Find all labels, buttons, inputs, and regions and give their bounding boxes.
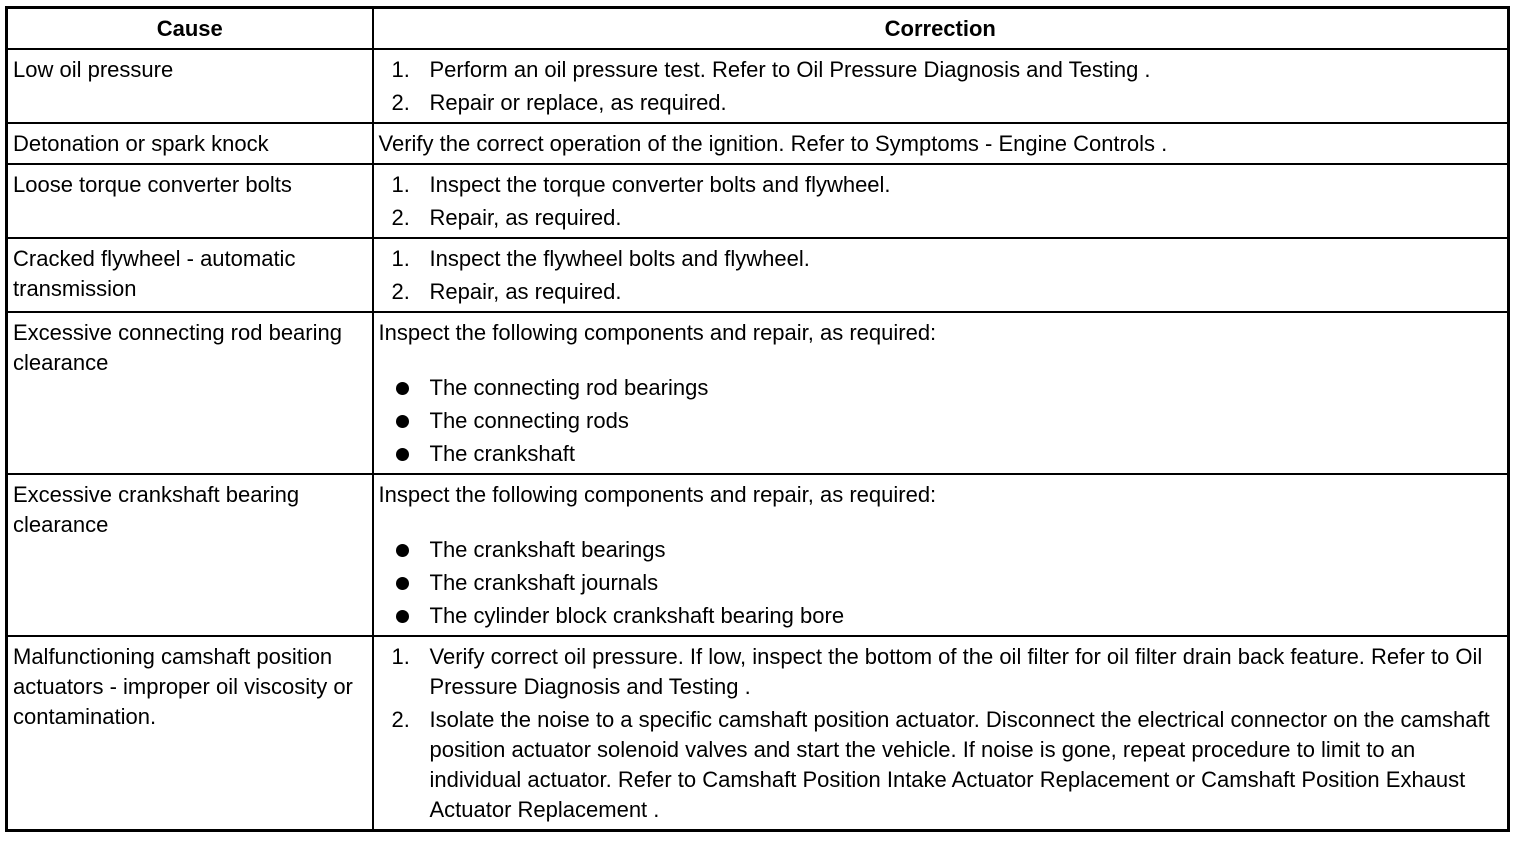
component-text: The crankshaft bearings xyxy=(429,537,666,562)
correction-cell xyxy=(373,238,1509,312)
table-row xyxy=(7,474,1509,636)
correction-steps xyxy=(379,170,1502,233)
bullet-icon xyxy=(396,415,409,428)
component-item xyxy=(379,439,1502,469)
cause-cell: Detonation or spark knock xyxy=(7,123,373,164)
correction-text: Verify the correct operation of the ignition. Refer to Symptoms - Engine Controls . xyxy=(378,131,1168,156)
correction-step xyxy=(379,642,1502,702)
table-row xyxy=(7,123,1509,164)
component-list xyxy=(379,373,1502,469)
step-number: 1. xyxy=(391,172,410,197)
component-item xyxy=(379,568,1502,598)
component-item xyxy=(379,406,1502,436)
cause-cell: Low oil pressure xyxy=(7,49,373,123)
step-number: 1. xyxy=(391,246,410,271)
component-list xyxy=(379,535,1502,631)
step-text: Repair or replace, as required. xyxy=(429,90,727,115)
component-text: The cylinder block crankshaft bearing bore xyxy=(429,603,845,628)
correction-cell xyxy=(373,123,1509,164)
correction-cell xyxy=(373,312,1509,474)
table-row xyxy=(7,636,1509,831)
cause-cell: Malfunctioning camshaft position actuators - improper oil viscosity or contamination. xyxy=(7,636,373,831)
step-text: Isolate the noise to a specific camshaft position actuator. Disconnect the electrical connector on the camshaft position actuator solenoid valves and start the vehicle. If noise is gone, repeat procedure to limit to an individual actuator. Refer to Camshaft Position Intake Actuator Replacement or Camshaft Position Exhaust Actuator Replacement . xyxy=(429,707,1490,822)
step-text: Repair, as required. xyxy=(429,279,622,304)
correction-step xyxy=(379,55,1502,85)
step-text: Verify correct oil pressure. If low, inspect the bottom of the oil filter for oil filter drain back feature. Refer to Oil Pressure Diagnosis and Testing . xyxy=(429,644,1483,699)
component-item xyxy=(379,373,1502,403)
correction-intro: Inspect the following components and repair, as required: xyxy=(378,482,937,507)
correction-step xyxy=(379,203,1502,233)
cause-cell: Excessive connecting rod bearing clearance xyxy=(7,312,373,474)
table-row xyxy=(7,164,1509,238)
correction-steps xyxy=(379,55,1502,118)
correction-cell xyxy=(373,49,1509,123)
component-text: The crankshaft xyxy=(429,441,576,466)
correction-steps xyxy=(379,642,1502,825)
table-row xyxy=(7,238,1509,312)
correction-step xyxy=(379,170,1502,200)
cause-cell: Loose torque converter bolts xyxy=(7,164,373,238)
component-text: The connecting rod bearings xyxy=(429,375,709,400)
correction-column-header: Correction xyxy=(373,8,1509,50)
bullet-icon xyxy=(396,382,409,395)
table-row xyxy=(7,49,1509,123)
correction-step xyxy=(379,244,1502,274)
step-number: 2. xyxy=(391,205,410,230)
correction-cell xyxy=(373,636,1509,831)
step-number: 1. xyxy=(391,644,410,669)
step-text: Inspect the torque converter bolts and flywheel. xyxy=(429,172,891,197)
component-text: The connecting rods xyxy=(429,408,629,433)
diagnosis-table xyxy=(5,6,1510,832)
cause-column-header: Cause xyxy=(7,8,373,50)
component-item xyxy=(379,535,1502,565)
correction-cell xyxy=(373,164,1509,238)
step-number: 2. xyxy=(391,90,410,115)
correction-step xyxy=(379,277,1502,307)
correction-intro: Inspect the following components and repair, as required: xyxy=(378,320,937,345)
step-text: Inspect the flywheel bolts and flywheel. xyxy=(429,246,810,271)
component-text: The crankshaft journals xyxy=(429,570,659,595)
bullet-icon xyxy=(396,448,409,461)
correction-step xyxy=(379,705,1502,825)
header-row xyxy=(7,8,1509,50)
bullet-icon xyxy=(396,610,409,623)
correction-cell xyxy=(373,474,1509,636)
step-number: 1. xyxy=(391,57,410,82)
bullet-icon xyxy=(396,577,409,590)
step-number: 2. xyxy=(391,707,410,732)
step-text: Repair, as required. xyxy=(429,205,622,230)
component-item xyxy=(379,601,1502,631)
cause-cell: Cracked flywheel - automatic transmission xyxy=(7,238,373,312)
table-row xyxy=(7,312,1509,474)
correction-steps xyxy=(379,244,1502,307)
step-text: Perform an oil pressure test. Refer to Oil Pressure Diagnosis and Testing . xyxy=(429,57,1151,82)
step-number: 2. xyxy=(391,279,410,304)
correction-step xyxy=(379,88,1502,118)
bullet-icon xyxy=(396,544,409,557)
cause-cell: Excessive crankshaft bearing clearance xyxy=(7,474,373,636)
